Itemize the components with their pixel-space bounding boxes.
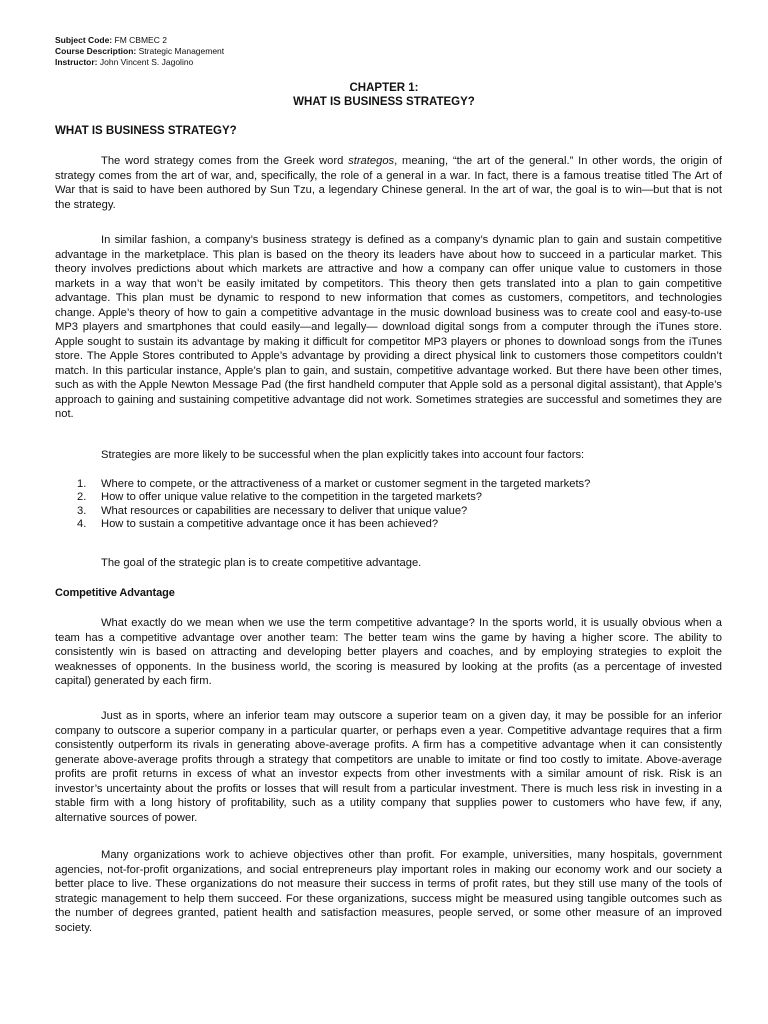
list-item-number: 2.: [77, 491, 87, 504]
paragraph-competitive-advantage-sports: What exactly do we mean when we use the term competitive advantage? In the sports world, it is usually obvious when a team has a competitive advantage over another team: The better team wins the game by having a higher score. The ability to consistently win is based on attracting and developing better players and coaches, and by employing strategies to exploit the weaknesses of opponents. In the business world, the scoring is measured by looking at the profits (as a percentage of invested capital) generated by each firm.: [55, 617, 722, 687]
list-item-number: 4.: [77, 518, 87, 531]
course-header: [55, 35, 224, 68]
section-heading-business-strategy: WHAT IS BUSINESS STRATEGY?: [55, 125, 237, 137]
list-item: [55, 478, 722, 491]
paragraph-text: , meaning, “the art of the general.” In other words, the origin of strategy comes from the art of war, and, specifically, the role of a general in a war. In fact, there is a famous treatise titled The Art of War that is said to have been authored by Sun Tzu, a legendary Chinese general. In the art of war, the goal is to win—but that is not the strategy.: [55, 155, 722, 211]
four-factors-list: [55, 478, 722, 532]
list-item-number: 1.: [77, 478, 87, 490]
section-heading-competitive-advantage: Competitive Advantage: [55, 587, 175, 599]
chapter-number: CHAPTER 1:: [349, 82, 419, 94]
paragraph-text: The word strategy comes from the Greek word: [101, 155, 349, 167]
list-item-text: How to offer unique value relative to the competition in the targeted markets?: [101, 491, 483, 504]
paragraph-business-strategy-definition: In similar fashion, a company’s business strategy is defined as a company’s dynamic plan to gain and sustain competitive advantage in the marketplace. This plan is based on the theory its leaders have about how to succeed in a particular market. This theory involves predictions about which markets are attractive and how a company can offer unique value to customers in those markets in a way that won’t be easily imitated by competitors. This theory then gets translated into a plan to gain competitive advantage. This plan must be dynamic to respond to new information that comes as customers, competitors, and technologies change. Apple’s theory of how to gain a competitive advantage in the music download business was to create cool and easy-to-use MP3 players and smartphones that could easily—and legally— download digital songs from a computer through the iTunes store. Apple sought to sustain its advantage by making it difficult for competitor MP3 players or phones to download songs from the iTunes store. The Apple Stores contributed to Apple’s advantage by providing a direct physical link to customers those competitors couldn’t match. In this particular instance, Apple’s plan to gain, and sustain, competitive advantage worked. But there have been other times, such as with the Apple Newton Message Pad (the first handheld computer that Apple sold as a personal digital assistant), that Apple’s approach to gaining and sustaining competitive advantage did not work. Sometimes strategies are successful and sometimes they are not.: [55, 234, 722, 420]
list-item-number: 3.: [77, 504, 87, 517]
instructor-value: John Vincent S. Jagolino: [99, 57, 194, 67]
list-item: [55, 505, 722, 518]
instructor-line: [55, 57, 224, 68]
course-description-line: [55, 46, 224, 57]
paragraph-above-average-profits: Just as in sports, where an inferior team may outscore a superior team on a given day, it may be possible for an inferior company to outscore a superior company in a particular quarter, or perhaps even a year. Competitive advantage requires that a firm consistently outperform its rivals in generating above-average profits. A firm has a competitive advantage when it can consistently generate above-average profits through a strategy that competitors are unable to imitate or find too costly to imitate. Above-average profits are profit returns in excess of what an investor expects from other investments with a similar amount of risk. Risk is an investor’s uncertainty about the profits or losses that will result from a particular investment. There is much less risk in investing in a stable firm with a long history of profitability, such as a utility company that supplies power to customers who have few, if any, alternative sources of power.: [55, 710, 722, 824]
subject-code-line: [55, 35, 224, 46]
paragraph-four-factors-intro: Strategies are more likely to be successful when the plan explicitly takes into account four factors:: [101, 449, 585, 461]
list-item-text: What resources or capabilities are necessary to deliver that unique value?: [101, 504, 468, 517]
subject-code-value: FM CBMEC 2: [114, 35, 167, 45]
paragraph-strategy-origin: [55, 154, 722, 212]
course-description-label: Course Description:: [55, 46, 137, 56]
list-item-text: How to sustain a competitive advantage once it has been achieved?: [101, 518, 439, 531]
paragraph-italic-term: strategos: [348, 155, 395, 167]
instructor-label: Instructor:: [55, 57, 98, 67]
paragraph-nonprofit-organizations: Many organizations work to achieve objectives other than profit. For example, universities, many hospitals, government agencies, not-for-profit organizations, and social entrepreneurs play important roles in making our economy work and our society a better place to live. These organizations do not measure their success in terms of profit rates, but they still use many of the tools of strategic management to help them succeed. For these organizations, success might be measured using tangible outcomes such as the number of degrees granted, patient health and satisfaction measures, people served, or some other measure of an improved society.: [55, 849, 722, 934]
list-item: [55, 518, 722, 531]
course-description-value: Strategic Management: [138, 46, 225, 56]
subject-code-label: Subject Code:: [55, 35, 113, 45]
list-item-text: Where to compete, or the attractiveness of a market or customer segment in the targeted markets?: [101, 478, 591, 490]
paragraph-goal-statement: The goal of the strategic plan is to create competitive advantage.: [101, 557, 422, 569]
chapter-title: WHAT IS BUSINESS STRATEGY?: [293, 96, 475, 108]
list-item: [55, 491, 722, 504]
